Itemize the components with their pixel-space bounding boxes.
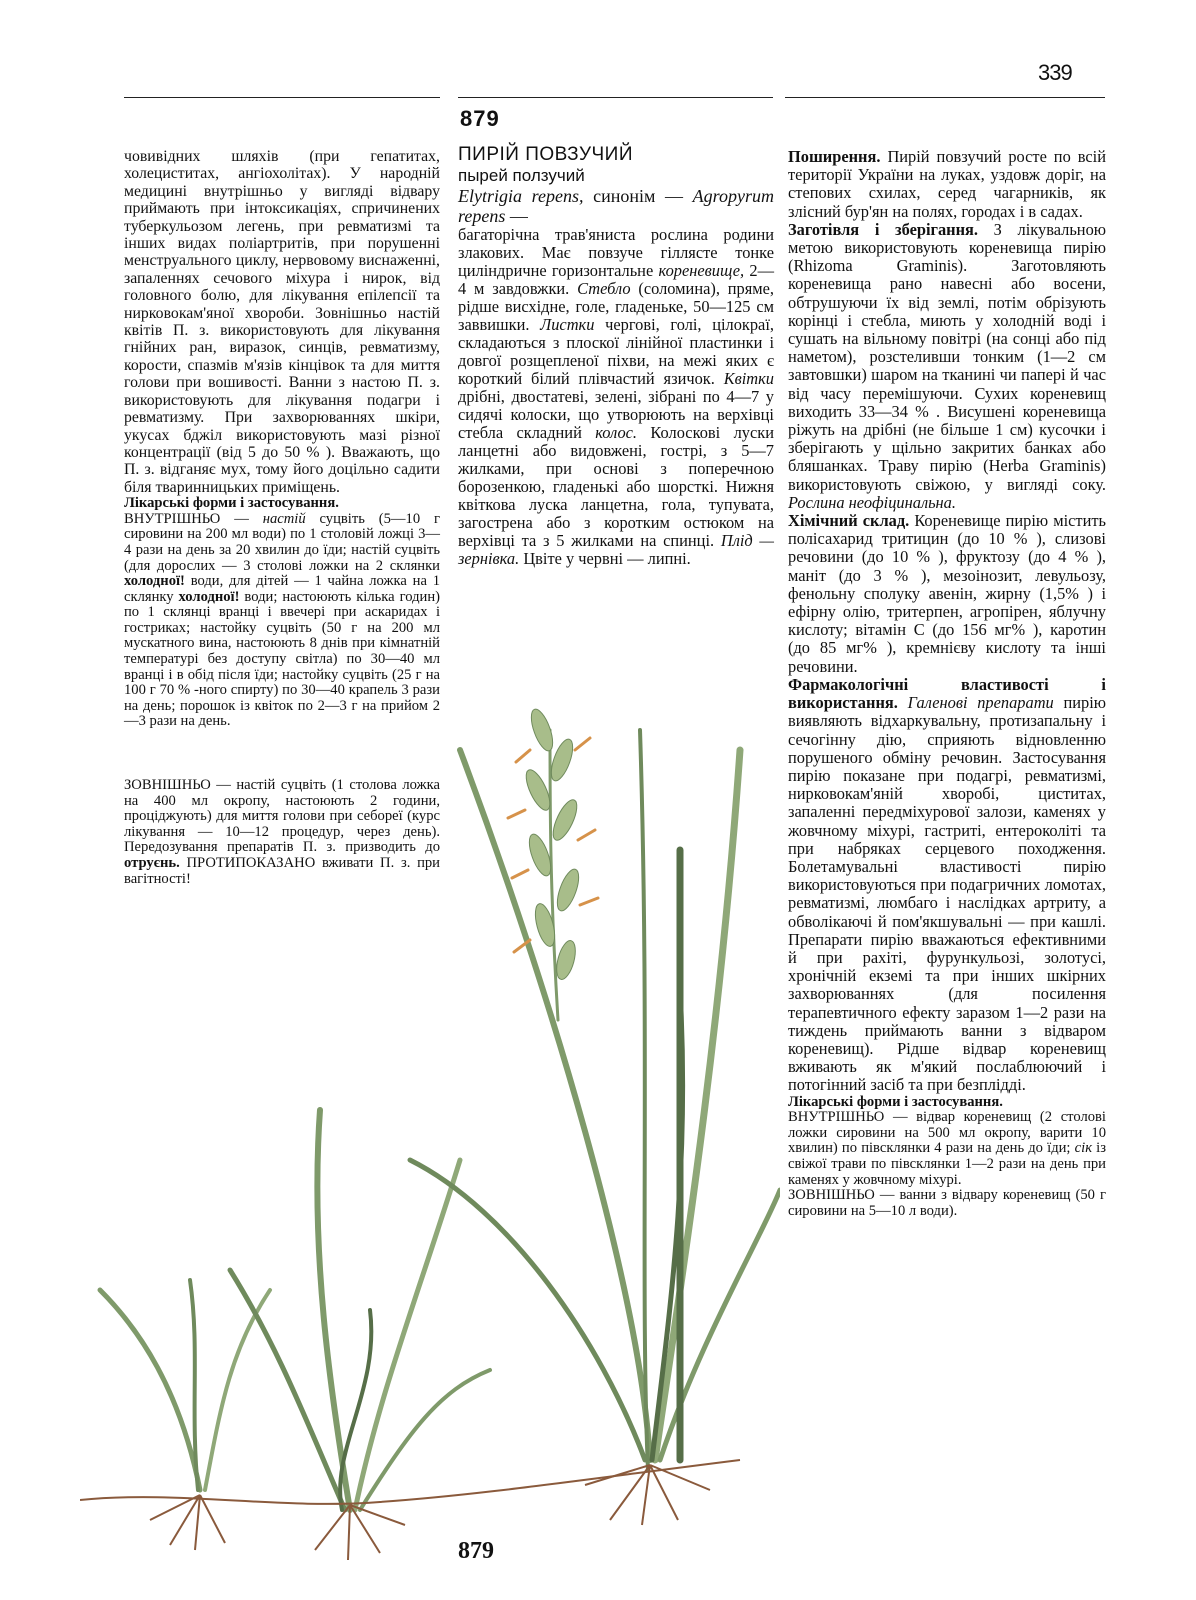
left-forms-block: Лікарські форми і застосування. ВНУТРІШНЬО — настій суцвіть (5—10 г сировини на 200 мл води) по 1 столовій ложці 3—4 рази на день за 20 хвилин до їди; настій суцвіть (для дорослих — 3 столові ложки на 2 склянки холодної! води, для дітей — 1 чайна ложка на 1 склянку холодної! води; настоюють кілька годин) по 1 склянці вранці і ввечері при аскаридах і гостриках; настойку суцвіть (50 г на 200 мл мускатного вина, настоюють 8 днів при кімнатній температурі без доступу світла) по 30—40 мл вранці і в обід після їди; настойку суцвіть (25 г на 100 г 70 % -ного спирту) по 30—40 крапель 3 рази на день; порошок із квіток по 2—3 г на прийом 2—3 рази на день. ЗОВНІШНЬО — настій суцвіть (1 столова ложка на 400 мл окропу, настоюють 2 години, проціджують) для миття голови при себореї (курс лікування — 10—12 процедур, через день). Передозування препаратів П. з. призводить до отруєнь. ПРОТИПОКАЗАНО вживати П. з. при вагітності! xyxy=(124,495,441,887)
pharmacology-section: Фармакологічні властивості і використання. Галенові препарати пирію виявляють відхаркувальну, протизапальну і сечогінну дію, сприяють відновленню порушеного обміну речовин. Застосування пирію показане при подагрі, ревматизмі, нирковокам'яній хворобі, циститах, запаленні передміхурової залози, каменях у жовчному міхурі, гастриті, ентероколіті та при набряках серцевого походження. Болетамувальні властивості пирію використовуються при подагричних ломотах, ревматизмі, люмбаго і наслідках артриту, а обволікаючі й пом'якшувальні — при кашлі. Препарати пирію вважаються ефективними й при рахіті, фурункульозі, золотусі, хронічній екземі та при інших шкірних захворюваннях (для посилення терапевтичного ефекту заразом 1—2 рази на тиждень приймають ванни з відваром кореневищ). Рідше відвар кореневищ вживають як м'який послаблюючий і потогінний засіб та при безплідді. xyxy=(788,674,1106,1095)
entry-number-top: 879 xyxy=(460,106,500,131)
right-column xyxy=(788,148,1106,1219)
right-external-text: ЗОВНІШНЬО — ванни з відвару кореневищ (50 г сировини на 5—10 л води). xyxy=(788,1187,1106,1219)
distribution-section: Поширення. Пирій повзучий росте по всій території України на луках, уздовж доріг, на степових схилах, серед чагарників, як злісний бур'ян на полях, городах і в садах. xyxy=(788,147,1106,221)
right-forms-block: Лікарські форми і застосування. ВНУТРІШНЬО — відвар кореневищ (2 столові ложки сировини на 500 мл окропу, варити 10 хвилин) по півсклянки 4 рази на день до їди; сік із свіжої трави по півсклянки 1—2 рази на день при каменях у жовчному міхурі. ЗОВНІШНЬО — ванни з відвару кореневищ (50 г сировини на 5—10 л води). xyxy=(788,1093,1106,1219)
entry-number-bottom: 879 xyxy=(458,1538,494,1564)
plant-description: багаторічна трав'яниста рослина родини злакових. Має повзуче гіллясте тонке циліндричне горизонтальне кореневище, 2—4 м завдовжки. Стебло (соломина), пряме, рідше висхідне, голе, гладеньке, 50—125 см заввишки. Листки чергові, голі, цілокраї, складаються з плоскої лінійної пластинки і довгої розщепленої піхви, на межі яких є короткий білий плівчастий язичок. Квітки дрібні, двостатеві, зелені, зібрані по 4—7 у сидячі колоски, що утворюють на верхівці стебла складний колос. Колоскові луски ланцетні або видовжені, гострі, з 5—7 жилками, при основі з поперечною борозенкою, гладенькі або шорсткі. Нижня квіткова луска ланцетна, гола, тупувата, загострена або з коротким остюком на верхівці та з 5 жилками на спинці. Плід — зернівка. Цвіте у червні — липні. xyxy=(458,225,775,568)
header-rule-left xyxy=(124,97,440,98)
page-number: 339 xyxy=(1038,60,1072,85)
entry-title: ПИРІЙ ПОВЗУЧИЙ xyxy=(458,144,633,165)
left-internal-word: настій xyxy=(262,510,306,527)
header-rule-middle xyxy=(458,97,773,98)
middle-column xyxy=(458,144,774,568)
left-internal-label: ВНУТРІШНЬО xyxy=(124,510,221,527)
couch-grass-illustration xyxy=(80,690,780,1560)
harvest-section: Заготівля і зберігання. З лікувальною метою використовують кореневища пирію (Rhizoma Graminis). Заготовляють кореневища рано навесні або восени, обтрушуючи їх від землі, потім обрізують корінці і стебла, миють у холодній воді і сушать на вільному повітрі (на сонці або під наметом), розстеливши тонким (1—2 см завтовшки) шаром на тканині чи папері й час від часу перемішуючи. Сухих кореневищ виходить 33—34 % . Висушені кореневища ріжуть на дрібні (не більше 1 см) кусочки і зберігають у щільно закритих банках або бляшанках. Траву пирію (Herba Graminis) використовують свіжою, у вигляді соку. Рослина неофіцинальна. xyxy=(788,219,1107,512)
left-paragraph-uses: човивідних шляхів (при гепатитах, холециститах, ангіохолітах). У народній медицині внутрішньо у вигляді відвару приймають при інтоксикаціях, спричинених туберкульозом легень, при ревматизмі та інших видах поліартритів, при порушенні менструального циклу, нервовому виснаженні, запаленнях сечового міхура і нирок, від головного болю, для лікування епілепсії та нирковокам'яної хвороби. Зовнішньо настій квітів П. з. використовують для лікування гнійних ран, виразок, синців, ревматизму, корости, спазмів м'язів кінцівок та для миття голови при вошивості. Ванни з настою П. з. використовують для лікування подагри і ревматизму. При захворюваннях шкіри, укусах бджіл використовують мазі різної концентрації (від 5 до 50 % ). Вважають, що П. з. відганяє мух, тому його доцільно садити біля тваринницьких приміщень. xyxy=(124,148,440,496)
russian-name: пырей ползучий xyxy=(458,166,585,185)
chemistry-section: Хімічний склад. Кореневище пирію містить полісахарид тритицин (до 10 % ), слизові речовини (до 10 % ), фруктозу (до 4 % ), маніт (до 3 % ), мезоінозит, левульозу, фенольну сполуку авенін, жирну (1,5% ) і ефірну олію, тритерпен, агропірен, яблучну кислоту; вітамін С (до 156 мг% ), каротин (до 85 мг% ), кремнієву кислоту та інші речовини. xyxy=(788,511,1106,676)
right-forms-heading: Лікарські форми і застосування. xyxy=(788,1093,1003,1110)
left-forms-heading: Лікарські форми і застосування. xyxy=(124,495,339,512)
latin-name: Elytrigia repens, синонім — Agropyrum repens — xyxy=(458,186,774,226)
left-external-text: ЗОВНІШНЬО — настій суцвіть (1 столова ложка на 400 мл окропу, настоюють 2 години, проціджують) для миття голови при себореї (курс лікування — 10—12 процедур, через день). Передозування препаратів П. з. призводить до xyxy=(124,777,440,856)
header-rule-right xyxy=(785,97,1105,98)
